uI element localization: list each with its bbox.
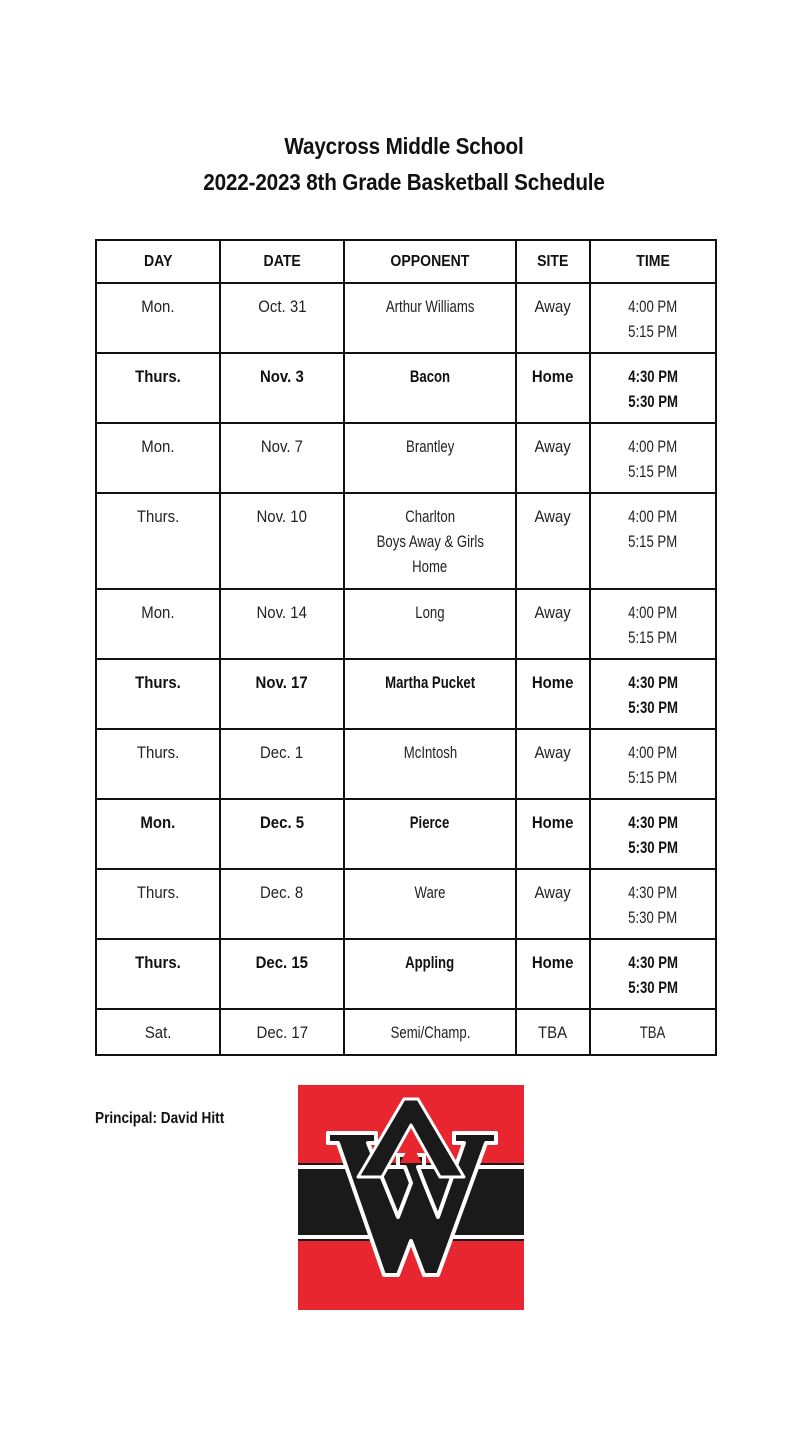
cell-day xyxy=(96,869,220,939)
cell-date-text: Nov. 7 xyxy=(260,437,304,456)
cell-date xyxy=(220,869,344,939)
cell-opponent-line: Home xyxy=(412,557,448,576)
cell-day xyxy=(96,283,220,353)
cell-date xyxy=(220,799,344,869)
cell-site xyxy=(516,493,590,589)
cell-day xyxy=(96,353,220,423)
cell-time-line: 4:00 PM xyxy=(628,603,678,622)
cell-time-line: 4:00 PM xyxy=(628,507,678,526)
column-header-opponent: OPPONENT xyxy=(344,240,516,283)
cell-site-text: Home xyxy=(532,953,574,972)
cell-date-text: Dec. 15 xyxy=(255,953,309,972)
cell-date-text: Oct. 31 xyxy=(257,297,307,316)
cell-time xyxy=(590,423,716,493)
cell-time-line: 5:30 PM xyxy=(628,838,678,857)
cell-day xyxy=(96,659,220,729)
cell-site xyxy=(516,939,590,1009)
cell-opponent-line: Martha Pucket xyxy=(384,673,475,692)
cell-day xyxy=(96,493,220,589)
cell-time-line: 4:30 PM xyxy=(628,673,678,692)
cell-date xyxy=(220,589,344,659)
cell-time xyxy=(590,939,716,1009)
cell-day xyxy=(96,729,220,799)
cell-time xyxy=(590,589,716,659)
table-row xyxy=(96,1009,716,1055)
cell-site-text: Away xyxy=(534,507,572,526)
cell-opponent xyxy=(344,799,516,869)
cell-date xyxy=(220,353,344,423)
cell-time-line: 4:00 PM xyxy=(628,297,678,316)
cell-opponent-line: Boys Away & Girls xyxy=(376,532,484,551)
cell-day-text: Mon. xyxy=(140,813,176,832)
cell-day xyxy=(96,939,220,1009)
cell-date xyxy=(220,493,344,589)
table-row xyxy=(96,493,716,589)
cell-date xyxy=(220,1009,344,1055)
cell-time-line: 4:30 PM xyxy=(628,813,678,832)
cell-site-text: Away xyxy=(534,883,572,902)
cell-opponent-line: Appling xyxy=(405,953,455,972)
table-row xyxy=(96,353,716,423)
cell-time xyxy=(590,729,716,799)
cell-site-text: Home xyxy=(532,367,574,386)
cell-day-text: Thurs. xyxy=(136,883,180,902)
document-title xyxy=(40,128,767,200)
cell-site-text: Away xyxy=(534,297,572,316)
table-row xyxy=(96,869,716,939)
cell-site-text: Away xyxy=(534,603,572,622)
cell-opponent-line: Arthur Williams xyxy=(385,297,475,316)
cell-opponent xyxy=(344,659,516,729)
schedule-title: 2022-2023 8th Grade Basketball Schedule xyxy=(203,169,605,195)
column-header-date: DATE xyxy=(220,240,344,283)
cell-site-text: Home xyxy=(532,813,574,832)
waycross-w-logo-icon xyxy=(298,1085,524,1310)
cell-date-text: Dec. 17 xyxy=(256,1023,308,1042)
cell-date xyxy=(220,283,344,353)
cell-date-text: Nov. 17 xyxy=(255,673,309,692)
cell-site-text: Home xyxy=(532,673,574,692)
table-row xyxy=(96,589,716,659)
cell-time-line: 5:15 PM xyxy=(628,532,678,551)
cell-day xyxy=(96,1009,220,1055)
cell-day-text: Thurs. xyxy=(135,953,181,972)
cell-day-text: Mon. xyxy=(141,297,175,316)
cell-site-text: Away xyxy=(534,743,572,762)
principal-name: Principal: David Hitt xyxy=(95,1110,225,1127)
table-row xyxy=(96,659,716,729)
table-row xyxy=(96,729,716,799)
cell-time-line: 4:30 PM xyxy=(628,953,678,972)
cell-time-line: 5:30 PM xyxy=(628,978,678,997)
cell-date-text: Dec. 8 xyxy=(260,883,304,902)
cell-time-line: 4:00 PM xyxy=(628,743,678,762)
cell-time xyxy=(590,799,716,869)
cell-date xyxy=(220,939,344,1009)
cell-site xyxy=(516,869,590,939)
cell-opponent xyxy=(344,729,516,799)
cell-opponent-line: Ware xyxy=(414,883,446,902)
school-logo xyxy=(298,1085,524,1310)
school-name: Waycross Middle School xyxy=(284,133,524,159)
cell-site xyxy=(516,423,590,493)
cell-time-line: 5:30 PM xyxy=(628,908,678,927)
schedule-table xyxy=(95,239,717,1056)
cell-opponent xyxy=(344,1009,516,1055)
cell-site xyxy=(516,283,590,353)
cell-date xyxy=(220,659,344,729)
cell-time-line: 4:00 PM xyxy=(628,437,678,456)
cell-day-text: Thurs. xyxy=(135,367,181,386)
table-row xyxy=(96,939,716,1009)
cell-site xyxy=(516,1009,590,1055)
table-row xyxy=(96,799,716,869)
cell-day xyxy=(96,589,220,659)
cell-site xyxy=(516,729,590,799)
cell-opponent-line: Semi/Champ. xyxy=(390,1023,470,1042)
cell-time xyxy=(590,659,716,729)
column-header-site: SITE xyxy=(516,240,590,283)
cell-site-text: TBA xyxy=(538,1023,568,1042)
cell-opponent-line: Brantley xyxy=(405,437,455,456)
cell-date-text: Dec. 5 xyxy=(259,813,305,832)
cell-time-line: 5:15 PM xyxy=(628,768,678,787)
cell-time xyxy=(590,1009,716,1055)
cell-date-text: Nov. 10 xyxy=(256,507,308,526)
cell-opponent-line: McIntosh xyxy=(403,743,457,762)
cell-time xyxy=(590,493,716,589)
cell-day xyxy=(96,423,220,493)
cell-time-line: 4:30 PM xyxy=(628,367,678,386)
cell-opponent xyxy=(344,283,516,353)
cell-day-text: Thurs. xyxy=(136,743,180,762)
cell-opponent xyxy=(344,589,516,659)
cell-day-text: Sat. xyxy=(144,1023,172,1042)
table-header-row xyxy=(96,240,716,283)
table-row xyxy=(96,423,716,493)
cell-day-text: Thurs. xyxy=(136,507,180,526)
cell-time-line: 5:30 PM xyxy=(628,698,678,717)
cell-opponent-line: Bacon xyxy=(409,367,451,386)
cell-time-line: 5:15 PM xyxy=(628,628,678,647)
cell-time xyxy=(590,353,716,423)
cell-day-text: Mon. xyxy=(141,603,175,622)
cell-day-text: Mon. xyxy=(141,437,175,456)
column-header-time: TIME xyxy=(590,240,716,283)
cell-date-text: Dec. 1 xyxy=(260,743,304,762)
cell-opponent xyxy=(344,939,516,1009)
cell-date-text: Nov. 14 xyxy=(256,603,308,622)
cell-time-line: 5:30 PM xyxy=(628,392,678,411)
cell-day-text: Thurs. xyxy=(135,673,181,692)
cell-site xyxy=(516,799,590,869)
cell-opponent xyxy=(344,353,516,423)
cell-time xyxy=(590,869,716,939)
cell-time-line: 4:30 PM xyxy=(628,883,678,902)
cell-time-line: TBA xyxy=(640,1023,666,1042)
cell-site xyxy=(516,659,590,729)
cell-opponent-line: Long xyxy=(415,603,445,622)
cell-time xyxy=(590,283,716,353)
cell-site-text: Away xyxy=(534,437,572,456)
cell-opponent-line: Pierce xyxy=(410,813,450,832)
cell-time-line: 5:15 PM xyxy=(628,462,678,481)
cell-day xyxy=(96,799,220,869)
column-header-day: DAY xyxy=(96,240,220,283)
cell-opponent xyxy=(344,493,516,589)
cell-site xyxy=(516,589,590,659)
cell-date xyxy=(220,423,344,493)
cell-date xyxy=(220,729,344,799)
cell-opponent xyxy=(344,423,516,493)
schedule-body xyxy=(96,283,716,1055)
table-row xyxy=(96,283,716,353)
cell-time-line: 5:15 PM xyxy=(628,322,678,341)
cell-opponent-line: Charlton xyxy=(405,507,455,526)
cell-opponent xyxy=(344,869,516,939)
cell-site xyxy=(516,353,590,423)
cell-date-text: Nov. 3 xyxy=(260,367,304,386)
